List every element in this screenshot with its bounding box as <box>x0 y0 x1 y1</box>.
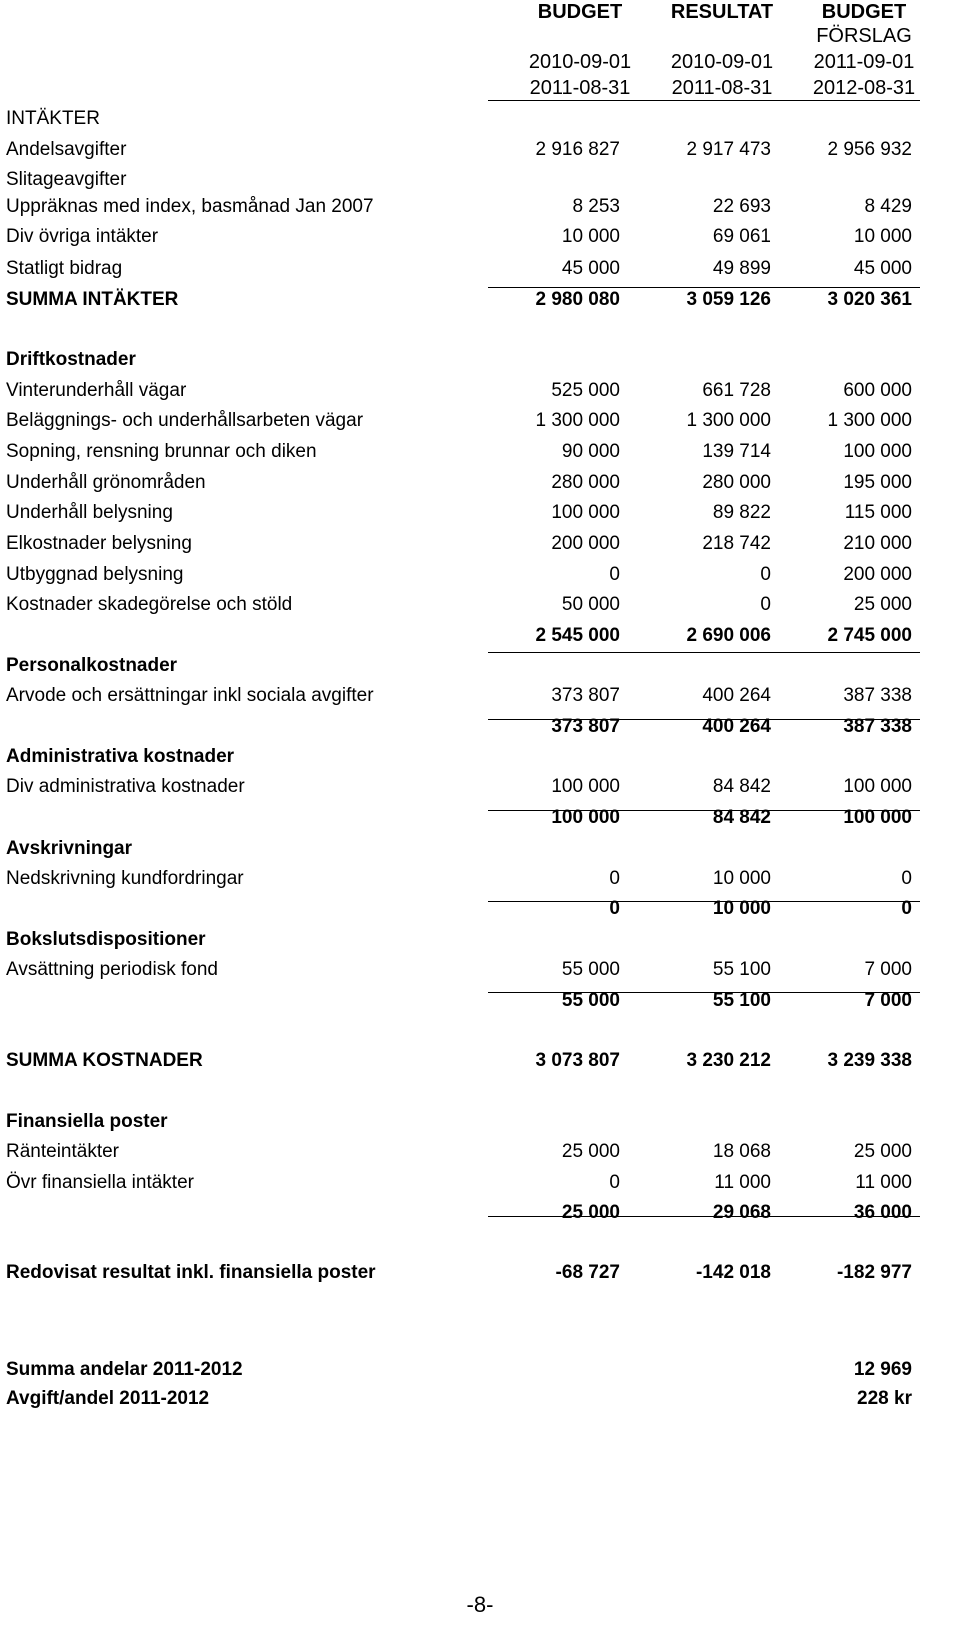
row-value-col3: 100 000 <box>843 807 912 828</box>
row-label: Andelsavgifter <box>6 139 127 160</box>
table-row <box>0 1046 960 1076</box>
row-value-col3: 11 000 <box>855 1172 912 1193</box>
row-value-col2: 3 230 212 <box>686 1050 771 1071</box>
row-label: Kostnader skadegörelse och stöld <box>6 594 293 615</box>
row-value-col3: 7 000 <box>864 990 912 1011</box>
row-label: Uppräknas med index, basmånad Jan 2007 <box>6 196 374 217</box>
row-value-col3: 7 000 <box>864 959 912 980</box>
row-value-col2: 55 100 <box>712 959 771 980</box>
row-value-col1: 100 000 <box>551 807 620 828</box>
row-value-col1: 90 000 <box>561 441 620 462</box>
table-row <box>0 864 960 894</box>
row-value-col3: 10 000 <box>853 226 912 247</box>
table-row <box>0 834 960 864</box>
row-label: Avgift/andel 2011-2012 <box>6 1388 210 1409</box>
row-label: Redovisat resultat inkl. finansiella poster <box>6 1262 376 1283</box>
table-row <box>0 986 960 1016</box>
row-value-col2: 0 <box>760 564 771 585</box>
row-value-col1: 0 <box>609 1172 620 1193</box>
row-value-col2: -142 018 <box>695 1262 771 1283</box>
row-value-col1: 0 <box>609 868 620 889</box>
row-label: Beläggnings- och underhållsarbeten vägar <box>6 410 364 431</box>
row-value-col1: 2 916 827 <box>535 139 620 160</box>
table-row <box>0 955 960 985</box>
table-row <box>0 772 960 802</box>
col2-to: 2011-08-31 <box>671 77 773 99</box>
row-value-col2: 10 000 <box>712 898 771 919</box>
row-value-col2: 400 264 <box>702 716 771 737</box>
row-value-col3: 25 000 <box>853 1141 912 1162</box>
row-label: Ränteintäkter <box>6 1141 120 1162</box>
table-row <box>0 165 960 195</box>
row-label: Avskrivningar <box>6 838 133 859</box>
row-value-col1: 55 000 <box>561 959 620 980</box>
row-value-col2: 0 <box>760 594 771 615</box>
row-label: SUMMA KOSTNADER <box>6 1050 203 1071</box>
row-value-col3: 36 000 <box>853 1202 912 1223</box>
row-value-col1: 2 980 080 <box>535 289 620 310</box>
row-value-col3: 0 <box>901 898 912 919</box>
row-value-col3: 387 338 <box>843 685 912 706</box>
row-value-col3: 45 000 <box>853 258 912 279</box>
row-label: Övr finansiella intäkter <box>6 1172 194 1193</box>
col3-title: BUDGET <box>821 1 907 23</box>
row-value-col1: 100 000 <box>551 776 620 797</box>
row-value-col3: 2 956 932 <box>827 139 912 160</box>
col3-subtitle: FÖRSLAG <box>816 25 912 47</box>
table-row <box>0 621 960 651</box>
col2-title: RESULTAT <box>670 1 774 23</box>
row-value-col1: 525 000 <box>551 380 620 401</box>
row-label: Bokslutsdispositioner <box>6 929 206 950</box>
row-label: Personalkostnader <box>6 655 178 676</box>
col3-to: 2012-08-31 <box>812 77 916 99</box>
rule-income <box>488 287 920 288</box>
row-value-col2: 49 899 <box>712 258 771 279</box>
row-value-col2: 84 842 <box>712 776 771 797</box>
row-value-col2: 280 000 <box>702 472 771 493</box>
rule-bokslut <box>488 992 920 993</box>
row-label: INTÄKTER <box>6 108 100 129</box>
row-label: Arvode och ersättningar inkl sociala avgifter <box>6 685 374 706</box>
row-value-col3: -182 977 <box>836 1262 912 1283</box>
row-value-col3: 0 <box>901 868 912 889</box>
row-value-col1: 25 000 <box>561 1202 620 1223</box>
row-label: Finansiella poster <box>6 1111 168 1132</box>
table-row <box>0 254 960 284</box>
row-value-col1: 45 000 <box>561 258 620 279</box>
table-row <box>0 285 960 315</box>
row-value-col1: 1 300 000 <box>535 410 620 431</box>
table-row <box>0 894 960 924</box>
row-label: Underhåll grönområden <box>6 472 206 493</box>
row-label: Utbyggnad belysning <box>6 564 184 585</box>
row-value-col2: 10 000 <box>712 868 771 889</box>
table-row <box>0 925 960 955</box>
table-row <box>0 1107 960 1137</box>
row-value-col2: 89 822 <box>712 502 771 523</box>
rule-personal <box>488 719 920 720</box>
row-value-col2: 69 061 <box>712 226 771 247</box>
row-value-col3: 210 000 <box>843 533 912 554</box>
row-value-col1: 10 000 <box>561 226 620 247</box>
row-label: SUMMA INTÄKTER <box>6 289 179 310</box>
row-value-col1: 373 807 <box>551 716 620 737</box>
row-value-col1: 0 <box>609 564 620 585</box>
col1-to: 2011-08-31 <box>529 77 631 99</box>
table-row <box>0 1168 960 1198</box>
row-value-col3: 2 745 000 <box>827 625 912 646</box>
row-value-col2: 400 264 <box>702 685 771 706</box>
row-value-col2: 84 842 <box>712 807 771 828</box>
table-row <box>0 803 960 833</box>
row-value-col2: 139 714 <box>702 441 771 462</box>
row-value-col1: 8 253 <box>572 196 620 217</box>
table-row <box>0 406 960 436</box>
col1-from: 2010-09-01 <box>528 51 632 73</box>
row-value-col3: 1 300 000 <box>827 410 912 431</box>
col2-from: 2010-09-01 <box>670 51 774 73</box>
row-label: Administrativa kostnader <box>6 746 235 767</box>
row-value-col2: 55 100 <box>712 990 771 1011</box>
table-row <box>0 712 960 742</box>
table-row <box>0 104 960 134</box>
row-label: Div administrativa kostnader <box>6 776 245 797</box>
rule-drift <box>488 652 920 653</box>
table-row <box>0 1198 960 1228</box>
row-value-col2: 18 068 <box>712 1141 771 1162</box>
row-value-col3: 12 969 <box>853 1359 912 1380</box>
row-value-col3: 8 429 <box>864 196 912 217</box>
table-row <box>0 1355 960 1385</box>
row-value-col2: 22 693 <box>712 196 771 217</box>
row-value-col2: 2 690 006 <box>686 625 771 646</box>
row-value-col2: 661 728 <box>702 380 771 401</box>
row-value-col3: 600 000 <box>843 380 912 401</box>
rule-admin <box>488 810 920 811</box>
row-label: Summa andelar 2011-2012 <box>6 1359 243 1380</box>
row-label: Elkostnader belysning <box>6 533 192 554</box>
row-value-col1: 50 000 <box>561 594 620 615</box>
row-value-col3: 100 000 <box>843 441 912 462</box>
row-value-col2: 3 059 126 <box>686 289 771 310</box>
row-value-col1: 55 000 <box>561 990 620 1011</box>
row-label: Slitageavgifter <box>6 169 127 190</box>
row-value-col1: 100 000 <box>551 502 620 523</box>
row-value-col3: 228 kr <box>857 1388 912 1409</box>
table-row <box>0 1258 960 1288</box>
row-value-col1: 2 545 000 <box>535 625 620 646</box>
row-value-col3: 200 000 <box>843 564 912 585</box>
table-row <box>0 590 960 620</box>
row-value-col2: 2 917 473 <box>686 139 771 160</box>
row-label: Avsättning periodisk fond <box>6 959 218 980</box>
row-label: Statligt bidrag <box>6 258 123 279</box>
table-row <box>0 135 960 165</box>
row-label: Underhåll belysning <box>6 502 173 523</box>
rule-avskr <box>488 901 920 902</box>
table-row <box>0 560 960 590</box>
row-value-col3: 3 239 338 <box>827 1050 912 1071</box>
table-row <box>0 681 960 711</box>
row-label: Nedskrivning kundfordringar <box>6 868 244 889</box>
row-value-col1: 200 000 <box>551 533 620 554</box>
page-number: -8- <box>466 1592 494 1617</box>
row-value-col2: 218 742 <box>702 533 771 554</box>
row-value-col3: 387 338 <box>843 716 912 737</box>
row-value-col2: 1 300 000 <box>686 410 771 431</box>
row-value-col1: 373 807 <box>551 685 620 706</box>
rule-finans <box>488 1216 920 1217</box>
table-row <box>0 1384 960 1414</box>
table-row <box>0 468 960 498</box>
table-row <box>0 345 960 375</box>
row-value-col2: 29 068 <box>712 1202 771 1223</box>
table-row <box>0 1137 960 1167</box>
col1-title: BUDGET <box>537 1 623 23</box>
table-row <box>0 651 960 681</box>
row-value-col3: 3 020 361 <box>827 289 912 310</box>
row-value-col3: 195 000 <box>843 472 912 493</box>
row-label: Sopning, rensning brunnar och diken <box>6 441 317 462</box>
row-value-col1: 0 <box>609 898 620 919</box>
col3-from: 2011-09-01 <box>813 51 915 73</box>
row-label: Driftkostnader <box>6 349 136 370</box>
row-value-col3: 100 000 <box>843 776 912 797</box>
row-value-col3: 25 000 <box>853 594 912 615</box>
row-value-col1: -68 727 <box>555 1262 620 1283</box>
row-value-col2: 11 000 <box>714 1172 771 1193</box>
table-row <box>0 222 960 252</box>
row-value-col3: 115 000 <box>844 502 912 523</box>
table-row <box>0 192 960 222</box>
row-value-col1: 25 000 <box>561 1141 620 1162</box>
header-rule <box>488 100 920 101</box>
table-row <box>0 742 960 772</box>
row-value-col1: 280 000 <box>551 472 620 493</box>
table-row <box>0 437 960 467</box>
table-row <box>0 498 960 528</box>
row-label: Vinterunderhåll vägar <box>6 380 187 401</box>
table-row <box>0 529 960 559</box>
row-label: Div övriga intäkter <box>6 226 159 247</box>
table-row <box>0 376 960 406</box>
row-value-col1: 3 073 807 <box>535 1050 620 1071</box>
